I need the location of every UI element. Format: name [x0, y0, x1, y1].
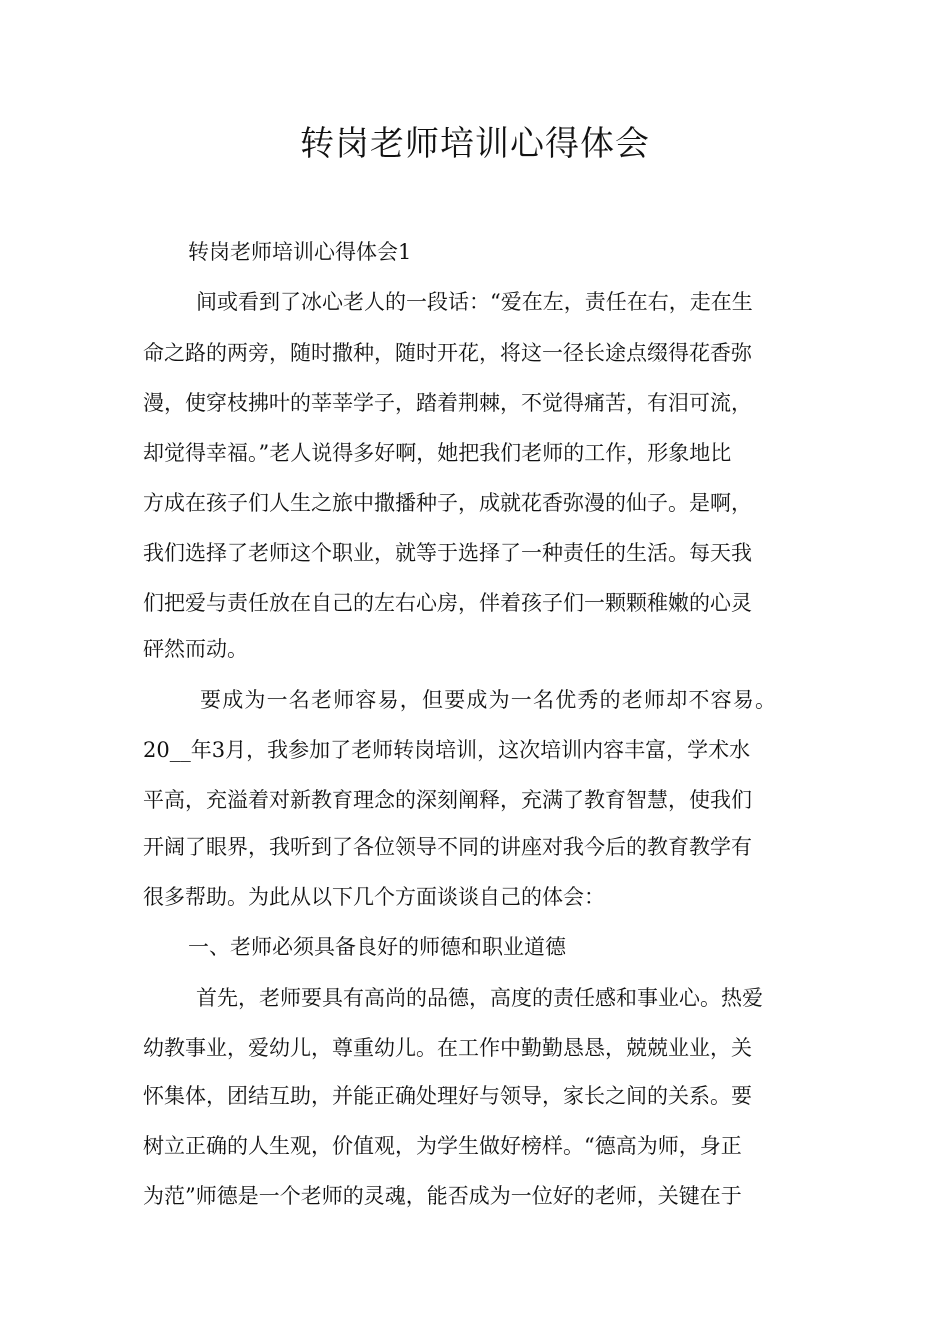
paragraph-line: 方成在孩子们人生之旅中撒播种子，成就花香弥漫的仙子。是啊， — [143, 491, 752, 515]
paragraph-line: 开阔了眼界，我听到了各位领导不同的讲座对我今后的教育教学有 — [143, 835, 752, 859]
paragraph-line: 漫，使穿枝拂叶的莘莘学子，踏着荆棘，不觉得痛苦，有泪可流， — [143, 391, 752, 415]
document-title: 转岗老师培训心得体会 — [300, 124, 650, 164]
paragraph-line: 命之路的两旁，随时撒种，随时开花，将这一径长途点缀得花香弥 — [143, 341, 752, 365]
paragraph-line: 我们选择了老师这个职业，就等于选择了一种责任的生活。每天我 — [143, 541, 752, 565]
paragraph-line: 砰然而动。 — [143, 637, 248, 661]
section-heading: 一、老师必须具备良好的师德和职业道德 — [188, 935, 566, 959]
paragraph-line: 要成为一名老师容易，但要成为一名优秀的老师却不容易。 — [200, 688, 778, 712]
paragraph-line: 为范”师德是一个老师的灵魂，能否成为一位好的老师，关键在于 — [143, 1184, 742, 1208]
paragraph-line: 怀集体，团结互助，并能正确处理好与领导，家长之间的关系。要 — [143, 1084, 752, 1108]
paragraph-line: 们把爱与责任放在自己的左右心房，伴着孩子们一颗颗稚嫩的心灵 — [143, 591, 752, 615]
paragraph-line: 很多帮助。为此从以下几个方面谈谈自己的体会： — [143, 885, 605, 909]
paragraph-line: 树立正确的人生观，价值观，为学生做好榜样。“德高为师，身正 — [143, 1134, 742, 1158]
paragraph-line: 首先，老师要具有高尚的品德，高度的责任感和事业心。热爱 — [196, 986, 763, 1010]
paragraph-line: 平高，充溢着对新教育理念的深刻阐释，充满了教育智慧，使我们 — [143, 788, 752, 812]
paragraph-line: 间或看到了冰心老人的一段话：“爱在左，责任在右，走在生 — [196, 290, 753, 314]
section-heading: 转岗老师培训心得体会1 — [188, 240, 412, 264]
paragraph-line: 却觉得幸福。”老人说得多好啊，她把我们老师的工作，形象地比 — [143, 441, 732, 465]
paragraph-line: 20__年3月，我参加了老师转岗培训，这次培训内容丰富，学术水 — [143, 738, 751, 762]
paragraph-line: 幼教事业，爱幼儿，尊重幼儿。在工作中勤勤恳恳，兢兢业业，关 — [143, 1036, 752, 1060]
